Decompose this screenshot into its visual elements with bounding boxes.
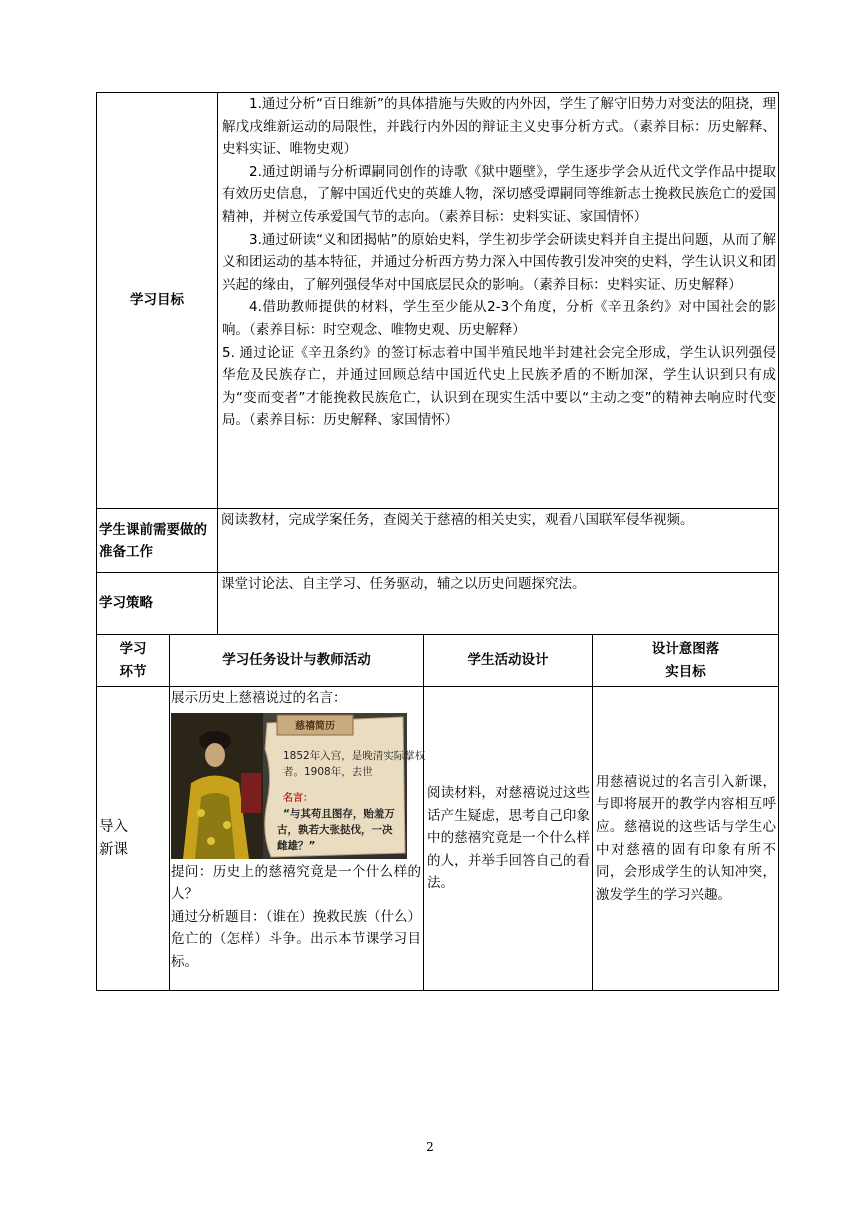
image-quote-line-1: “与其苟且图存，贻羞万 <box>283 807 395 820</box>
page-number: 2 <box>426 1140 434 1154</box>
header-task: 学习任务设计与教师活动 <box>170 635 424 687</box>
image-bio-line-1: 1852年入宫，是晚清实际掌权 <box>283 749 426 762</box>
intro-task <box>170 687 424 991</box>
intro-row <box>97 687 779 991</box>
image-quote-label: 名言： <box>283 792 313 804</box>
header-stage-text: 学习环节 <box>119 640 147 680</box>
goals-row <box>97 93 779 509</box>
intro-stage-text: 导入新课 <box>99 818 128 858</box>
header-stage <box>97 635 170 687</box>
goal-item-4: 4.借助教师提供的材料，学生至少能从2-3个角度，分析《辛丑条约》对中国社会的影响。（素养目标：时空观念、唯物史观、历史解释） <box>222 299 777 338</box>
lesson-plan-table <box>96 92 779 991</box>
goal-item-5: 5. 通过论证《辛丑条约》的签订标志着中国半殖民地半封建社会完全形成，学生认识列强侵华危及民族存亡，并通过回顾总结中国近代史上民族矛盾的不断加深，学生认识到只有成为“变而变者”才能挽救民族危亡，认识到在现实生活中要以“主动之变”的精神去响应时代变局。（素养目标：历史解释、家国情怀） <box>222 344 777 429</box>
goals-content <box>218 93 779 509</box>
intro-task-lead: 展示历史上慈禧说过的名言： <box>171 690 347 706</box>
image-banner-text: 慈禧简历 <box>295 720 335 732</box>
intro-intent: 用慈禧说过的名言引入新课，与即将展开的教学内容相互呼应。慈禧说的这些话与学生心中对慈禧的固有印象有所不同，会形成学生的认知冲突，激发学生的学习兴趣。 <box>593 687 779 991</box>
cixi-image <box>171 713 426 859</box>
header-row <box>97 635 779 687</box>
goal-item-1: 1.通过分析“百日维新”的具体措施与失败的内外因，学生了解守旧势力对变法的阻挠，理解戊戌维新运动的局限性，并践行内外因的辩证主义史事分析方式。（素养目标：历史解释、史料实证、唯物史观） <box>222 96 777 158</box>
goal-item-3: 3.通过研读“义和团揭帖”的原始史料，学生初步学会研读史料并自主提出问题，从而了解义和团运动的基本特征，并通过分析西方势力深入中国传教引发冲突的史料，学生认识义和团兴起的缘由，了解列强侵华对中国底层民众的影响。（素养目标：史料实证、历史解释） <box>222 231 777 293</box>
prep-label: 学生课前需要做的准备工作 <box>97 509 218 573</box>
strategy-content: 课堂讨论法、自主学习、任务驱动，辅之以历史问题探究法。 <box>218 573 779 635</box>
prep-content: 阅读教材，完成学案任务，查阅关于慈禧的相关史实，观看八国联军侵华视频。 <box>218 509 779 573</box>
image-quote-line-3: 雌雄？” <box>277 839 316 852</box>
strategy-row <box>97 573 779 635</box>
goal-item-2: 2.通过朗诵与分析谭嗣同创作的诗歌《狱中题壁》，学生逐步学会从近代文学作品中提取有效历史信息，了解中国近代史的英雄人物，深切感受谭嗣同等维新志士挽救民族危亡的爱国精神，并树立传承爱国气节的志向。（素养目标：史料实证、家国情怀） <box>222 163 777 225</box>
image-bio-line-2: 者。1908年，去世 <box>283 765 373 778</box>
image-quote-line-2: 古，孰若大张挞伐，一决 <box>277 823 393 836</box>
header-intent-text: 设计意图落实目标 <box>651 640 720 680</box>
intro-stage <box>97 687 170 991</box>
intro-task-analysis: 通过分析题目：（谁在）挽救民族（什么）危亡的（怎样）斗争。出示本节课学习目标。 <box>171 908 421 970</box>
intro-student: 阅读材料，对慈禧说过这些话产生疑虑，思考自己印象中的慈禧究竟是一个什么样的人，并举手回答自己的看法。 <box>424 687 593 991</box>
intro-task-question: 提问：历史上的慈禧究竟是一个什么样的人？ <box>171 863 421 903</box>
prep-row <box>97 509 779 573</box>
header-student: 学生活动设计 <box>424 635 593 687</box>
strategy-label: 学习策略 <box>97 573 218 635</box>
header-intent <box>593 635 779 687</box>
goals-label: 学习目标 <box>97 93 218 509</box>
cixi-illustration <box>171 713 426 859</box>
